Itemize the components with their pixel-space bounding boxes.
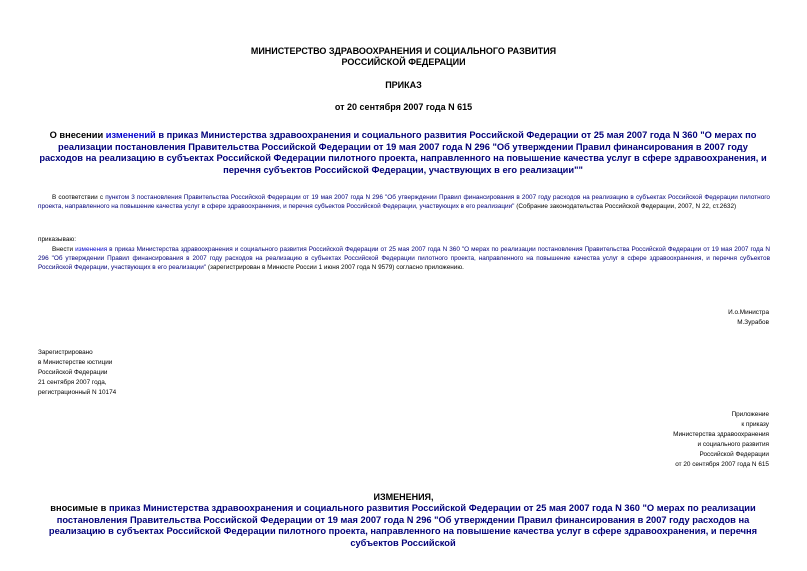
order-suffix: (зарегистрирован в Минюсте России 1 июня 2007 года N 9579) согласно приложению. [206,264,464,272]
appendix-line-2: к приказу [741,421,769,428]
appendix-line-6: от 20 сентября 2007 года N 615 [675,461,769,468]
preamble-link-resolution-296[interactable]: пунктом 3 постановления Правительства Российской Федерации от 19 мая 2007 года N 296 "Об утверждении Правил финансирования в 2007 году расходов на реализацию в субъектах Российской Федерации пилотного проекта, направленного на повышение качества услуг в сфере здравоохранения, и перечня субъектов Российской Федерации, участвующих в его реализации" [38,194,770,211]
signature-name: М.Зурабов [737,319,769,326]
order-paragraph [38,245,770,273]
changes-title [38,503,768,548]
changes-heading: ИЗМЕНЕНИЯ, [373,492,434,502]
title-prefix: О внесении [49,130,106,140]
registration-line-1: Зарегистрировано [38,349,93,356]
registration-line-4: 21 сентября 2007 года, [38,379,107,386]
title-link-changes[interactable]: изменений [105,130,156,140]
doc-type: ПРИКАЗ [385,80,422,90]
order-word: приказываю: [38,236,76,243]
order-prefix: Внести [52,246,76,253]
changes-link-order-360[interactable]: приказ Министерства здравоохранения и социального развития Российской Федерации от 25 мая 2007 года N 360 "О мерах по реализации постановления Правительства Российской Федерации от 19 мая 2007 года N 296 "Об утверждении Правил финансирования в 2007 году расходов на реализацию в субъектах Российской Федерации пилотного проекта, направленного на повышение качества услуг в сфере здравоохранения, и перечня субъектов Российской [48,503,758,548]
ministry-line-1: МИНИСТЕРСТВО ЗДРАВООХРАНЕНИЯ И СОЦИАЛЬНОГО РАЗВИТИЯ [250,46,557,56]
registration-line-3: Российской Федерации [38,369,108,376]
appendix-line-1: Приложение [731,411,769,418]
appendix-line-5: Российской Федерации [699,451,769,458]
preamble-suffix: (Собрание законодательства Российской Федерации, 2007, N 22, ст.2632) [514,203,737,211]
ministry-line-2: РОССИЙСКОЙ ФЕДЕРАЦИИ [341,57,466,67]
preamble-paragraph [38,193,770,211]
title-link-order-360[interactable]: приказ Министерства здравоохранения и социального развития Российской Федерации от 25 мая 2007 года N 360 "О мерах по реализации постановления Правительства Российской Федерации от 19 мая 2007 года N 296 "Об утверждении Правил финансирования в 2007 году расходов на реализацию в субъектах Российской Федерации пилотного проекта, направленного на повышение качества услуг в сфере здравоохранения, и перечня субъектов Российской Федерации, участвующих в его реализации"" [39,130,767,175]
signature-position: И.о.Министра [728,309,769,316]
changes-prefix: вносимые в [50,503,109,513]
order-link-changes[interactable]: изменения [75,246,108,253]
order-link-order-360[interactable]: приказ Министерства здравоохранения и социального развития Российской Федерации от 25 мая 2007 года N 360 "О мерах по реализации постановления Правительства Российской Федерации от 19 мая 2007 года N 296 "Об утверждении Правил финансирования в 2007 году расходов на реализацию в субъектах Российской Федерации пилотного проекта, направленного на повышение качества услуг в сфере здравоохранения, и перечня субъектов Российской Федерации, участвующих в его реализации" [38,246,770,272]
appendix-line-4: и социального развития [697,441,769,448]
title-mid: в [155,130,167,140]
appendix-line-3: Министерства здравоохранения [673,431,769,438]
doc-date: от 20 сентября 2007 года N 615 [334,102,473,112]
preamble-prefix: В соответствии с [52,194,106,201]
registration-line-2: в Министерстве юстиции [38,359,113,366]
document-title [38,130,768,176]
order-mid: в [107,246,115,253]
registration-line-5: регистрационный N 10174 [38,389,117,396]
